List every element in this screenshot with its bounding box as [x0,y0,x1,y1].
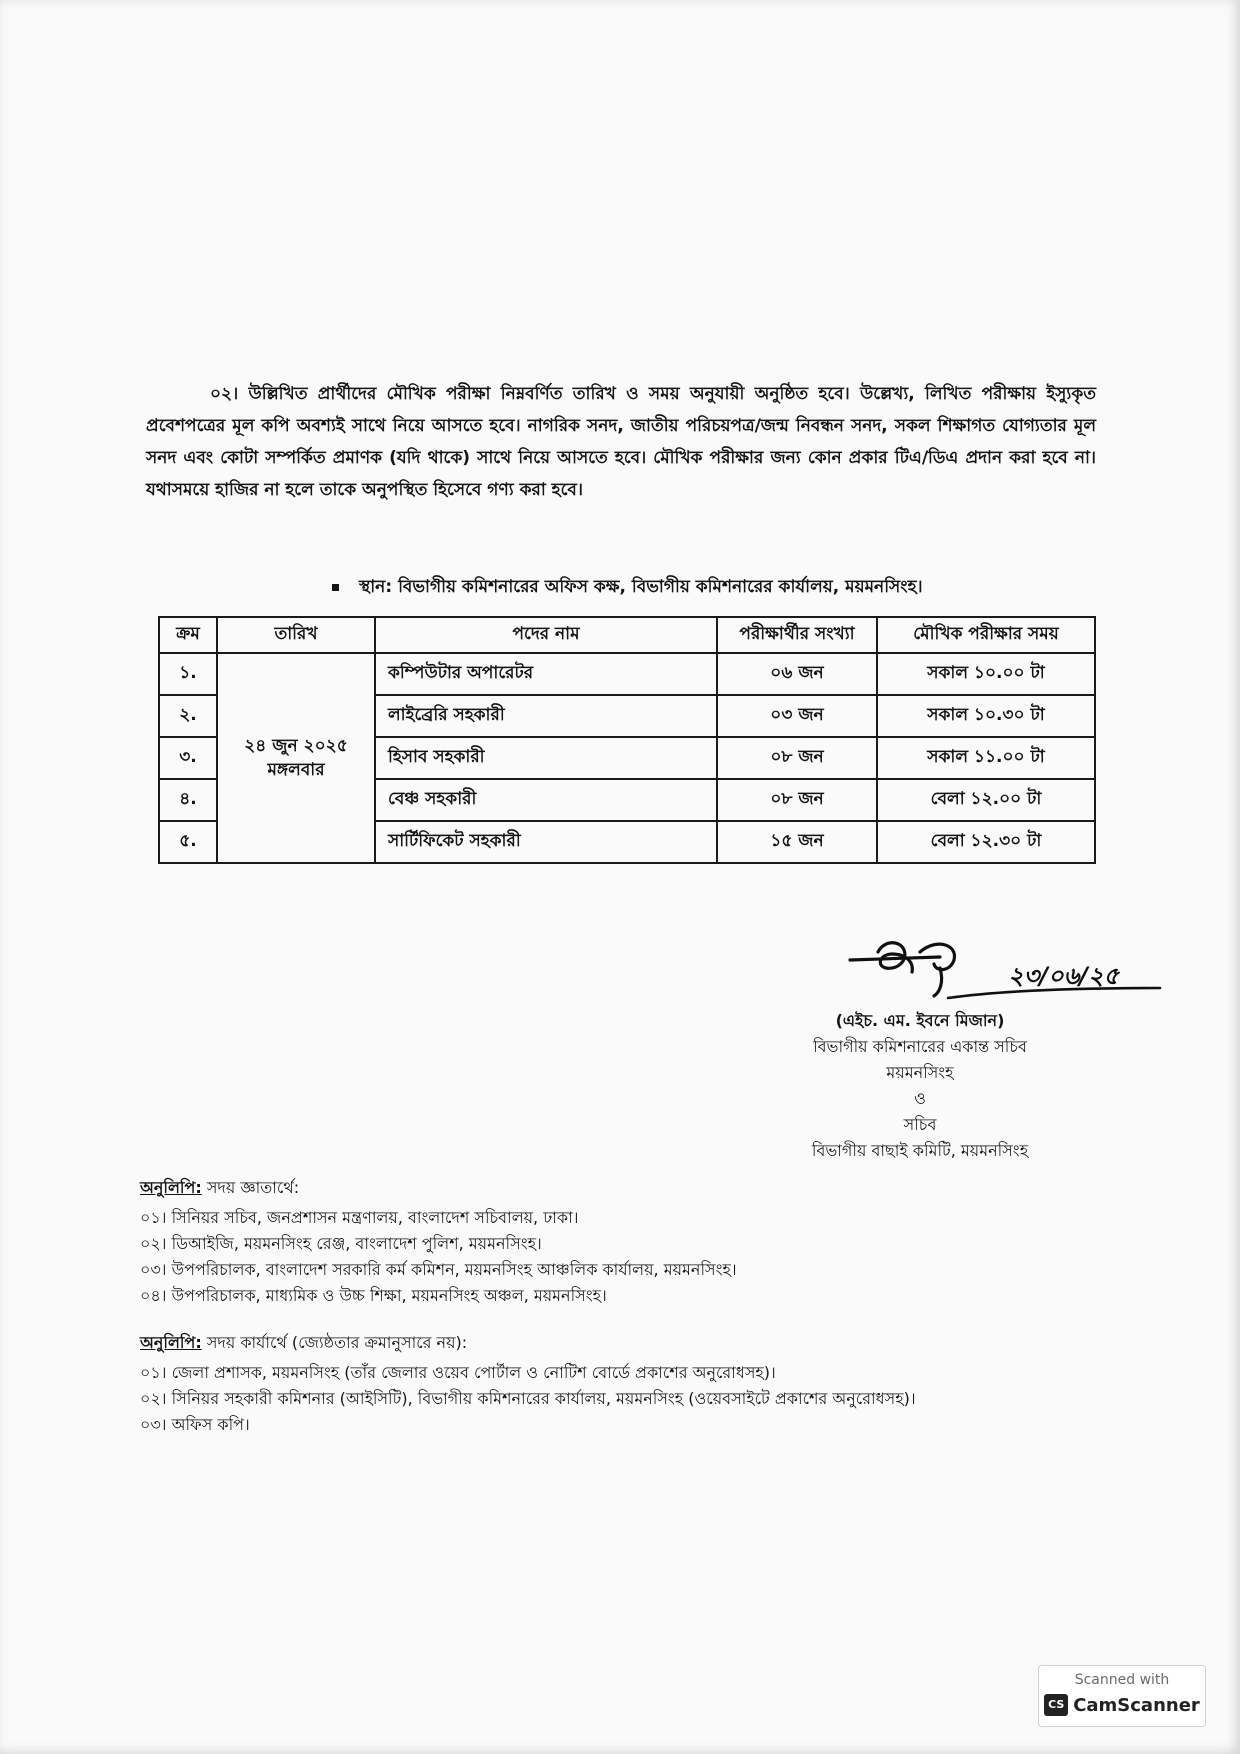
row-time: সকাল ১১.০০ টা [877,737,1095,779]
row-time: সকাল ১০.৩০ টা [877,695,1095,737]
venue-line [332,574,1112,602]
copy-action-label: অনুলিপি: [140,1333,202,1352]
list-item: ০৪। উপপরিচালক, মাধ্যমিক ও উচ্চ শিক্ষা, ময়মনসিংহ অঞ্চল, ময়মনসিংহ। [140,1286,607,1305]
row-serial: ৪. [159,779,217,821]
copy-info-section [140,1175,1140,1309]
row-count: ০৩ জন [717,695,877,737]
table-row [159,653,1095,695]
copy-info-heading [140,1175,1140,1201]
row-post: বেঞ্চ সহকারী [375,779,717,821]
copy-action-purpose: সদয় কার্যার্থে (জ্যেষ্ঠতার ক্রমানুসারে নয়): [206,1333,468,1352]
camscanner-brand-row [1039,1694,1205,1716]
row-count: ০৬ জন [717,653,877,695]
header-count: পরীক্ষার্থীর সংখ্যা [717,617,877,653]
interview-weekday: মঙ্গলবার [267,760,325,780]
copy-info-purpose: সদয় জ্ঞাতার্থে: [206,1178,300,1197]
bullet-icon [332,584,339,591]
signatory-conjunction: ও [914,1089,926,1108]
row-serial: ১. [159,653,217,695]
row-post: লাইব্রেরি সহকারী [375,695,717,737]
list-item: ০১। জেলা প্রশাসক, ময়মনসিংহ (তাঁর জেলার ওয়েব পোর্টাল ও নোটিশ বোর্ডে প্রকাশের অনুরোধসহ)। [140,1363,776,1382]
camscanner-brand: CamScanner [1073,1694,1200,1716]
header-serial: ক্রম [159,617,217,653]
row-time: সকাল ১০.০০ টা [877,653,1095,695]
handwritten-date: ২৩/০৬/২৫ [1008,962,1120,990]
signatory-name: (এইচ. এম. ইবনে মিজান) [835,1011,1005,1030]
venue-text: বিভাগীয় কমিশনারের অফিস কক্ষ, বিভাগীয় কমিশনারের কার্যালয়, ময়মনসিংহ। [398,577,923,597]
scanned-with-text: Scanned with [1074,1672,1170,1688]
notice-paragraph [146,378,1096,506]
header-post: পদের নাম [375,617,717,653]
list-item: ০২। সিনিয়র সহকারী কমিশনার (আইসিটি), বিভাগীয় কমিশনারের কার্যালয়, ময়মনসিংহ (ওয়েবসাইটে প্রকাশের অনুরোধসহ)। [140,1389,916,1408]
copy-action-section [140,1330,1140,1438]
row-count: ০৮ জন [717,779,877,821]
paragraph-number: ০২। [210,384,239,404]
list-item: ০৩। উপপরিচালক, বাংলাদেশ সরকারি কর্ম কমিশন, ময়মনসিংহ আঞ্চলিক কার্যালয়, ময়মনসিংহ। [140,1260,737,1279]
row-serial: ২. [159,695,217,737]
interview-date: ২৪ জুন ২০২৫ [244,736,348,756]
row-serial: ৫. [159,821,217,863]
signature-block [760,1008,1080,1164]
table-header-row [159,617,1095,653]
row-post: কম্পিউটার অপারেটর [375,653,717,695]
date-cell [217,653,375,863]
signatory-location: ময়মনসিংহ [886,1063,954,1082]
signatory-designation-2: সচিব [903,1115,937,1134]
list-item: ০১। সিনিয়র সচিব, জনপ্রশাসন মন্ত্রণালয়, বাংলাদেশ সচিবালয়, ঢাকা। [140,1208,579,1227]
header-date: তারিখ [217,617,375,653]
header-time: মৌখিক পরীক্ষার সময় [877,617,1095,653]
signatory-designation: বিভাগীয় কমিশনারের একান্ত সচিব [813,1037,1027,1056]
row-post: সার্টিফিকেট সহকারী [375,821,717,863]
paragraph-text: উল্লিখিত প্রার্থীদের মৌখিক পরীক্ষা নিম্নবর্ণিত তারিখ ও সময় অনুযায়ী অনুষ্ঠিত হবে। উল্লেখ্য, লিখিত পরীক্ষায় ইস্যুকৃত প্রবেশপত্রের মূল কপি অবশ্যই সাথে নিয়ে আসতে হবে। নাগরিক সনদ, জাতীয় পরিচয়পত্র/জন্ম নিবন্ধন সনদ, সকল শিক্ষাগত যোগ্যতার মূল সনদ এবং কোটা সম্পর্কিত প্রমাণক (যদি থাকে) সাথে নিয়ে আসতে হবে। মৌখিক পরীক্ষার জন্য কোন প্রকার টিএ/ডিএ প্রদান করা হবে না। যথাসময়ে হাজির না হলে তাকে অনুপস্থিত হিসেবে গণ্য করা হবে। [146,384,1096,500]
row-time: বেলা ১২.৩০ টা [877,821,1095,863]
row-count: ০৮ জন [717,737,877,779]
row-serial: ৩. [159,737,217,779]
signatory-committee: বিভাগীয় বাছাই কমিটি, ময়মনসিংহ [811,1141,1029,1160]
row-post: হিসাব সহকারী [375,737,717,779]
interview-schedule-table [158,616,1096,864]
list-item: ০৩। অফিস কপি। [140,1415,250,1434]
camscanner-logo-icon: CS [1044,1694,1068,1716]
row-time: বেলা ১২.০০ টা [877,779,1095,821]
copy-action-heading [140,1330,1140,1356]
list-item: ০২। ডিআইজি, ময়মনসিংহ রেঞ্জ, বাংলাদেশ পুলিশ, ময়মনসিংহ। [140,1234,542,1253]
camscanner-watermark [1038,1665,1206,1727]
row-count: ১৫ জন [717,821,877,863]
copy-info-label: অনুলিপি: [140,1178,202,1197]
venue-label: স্থান: [359,577,393,597]
